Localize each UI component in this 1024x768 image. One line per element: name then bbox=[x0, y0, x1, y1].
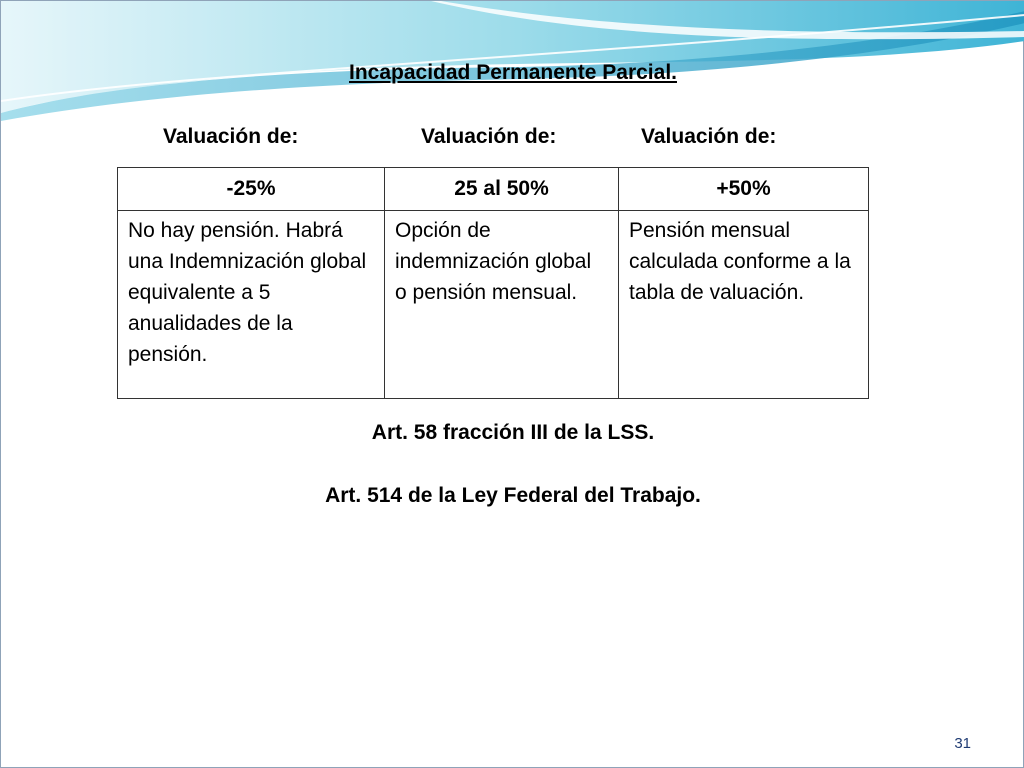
range-cell-3: +50% bbox=[619, 168, 869, 211]
legal-note-2: Art. 514 de la Ley Federal del Trabajo. bbox=[325, 484, 701, 507]
column-heading-3: Valuación de: bbox=[641, 125, 777, 148]
legal-note-1: Art. 58 fracción III de la LSS. bbox=[371, 421, 655, 444]
range-cell-2: 25 al 50% bbox=[385, 168, 619, 211]
column-heading-1: Valuación de: bbox=[163, 125, 299, 148]
table-row bbox=[118, 211, 869, 399]
column-heading-2: Valuación de: bbox=[421, 125, 557, 148]
range-cell-1: -25% bbox=[118, 168, 385, 211]
page-number: 31 bbox=[954, 735, 971, 752]
description-cell-3: Pensión mensual calculada conforme a la tabla de valuación. bbox=[619, 211, 869, 399]
description-cell-2: Opción de indemnización global o pensión mensual. bbox=[385, 211, 619, 399]
description-cell-1: No hay pensión. Habrá una Indemnización global equivalente a 5 anualidades de la pensión. bbox=[118, 211, 385, 399]
table-header-row bbox=[118, 168, 869, 211]
valuation-table bbox=[117, 167, 869, 399]
slide-title bbox=[1, 61, 1024, 85]
slide-title-text: Incapacidad Permanente Parcial. bbox=[349, 61, 677, 84]
